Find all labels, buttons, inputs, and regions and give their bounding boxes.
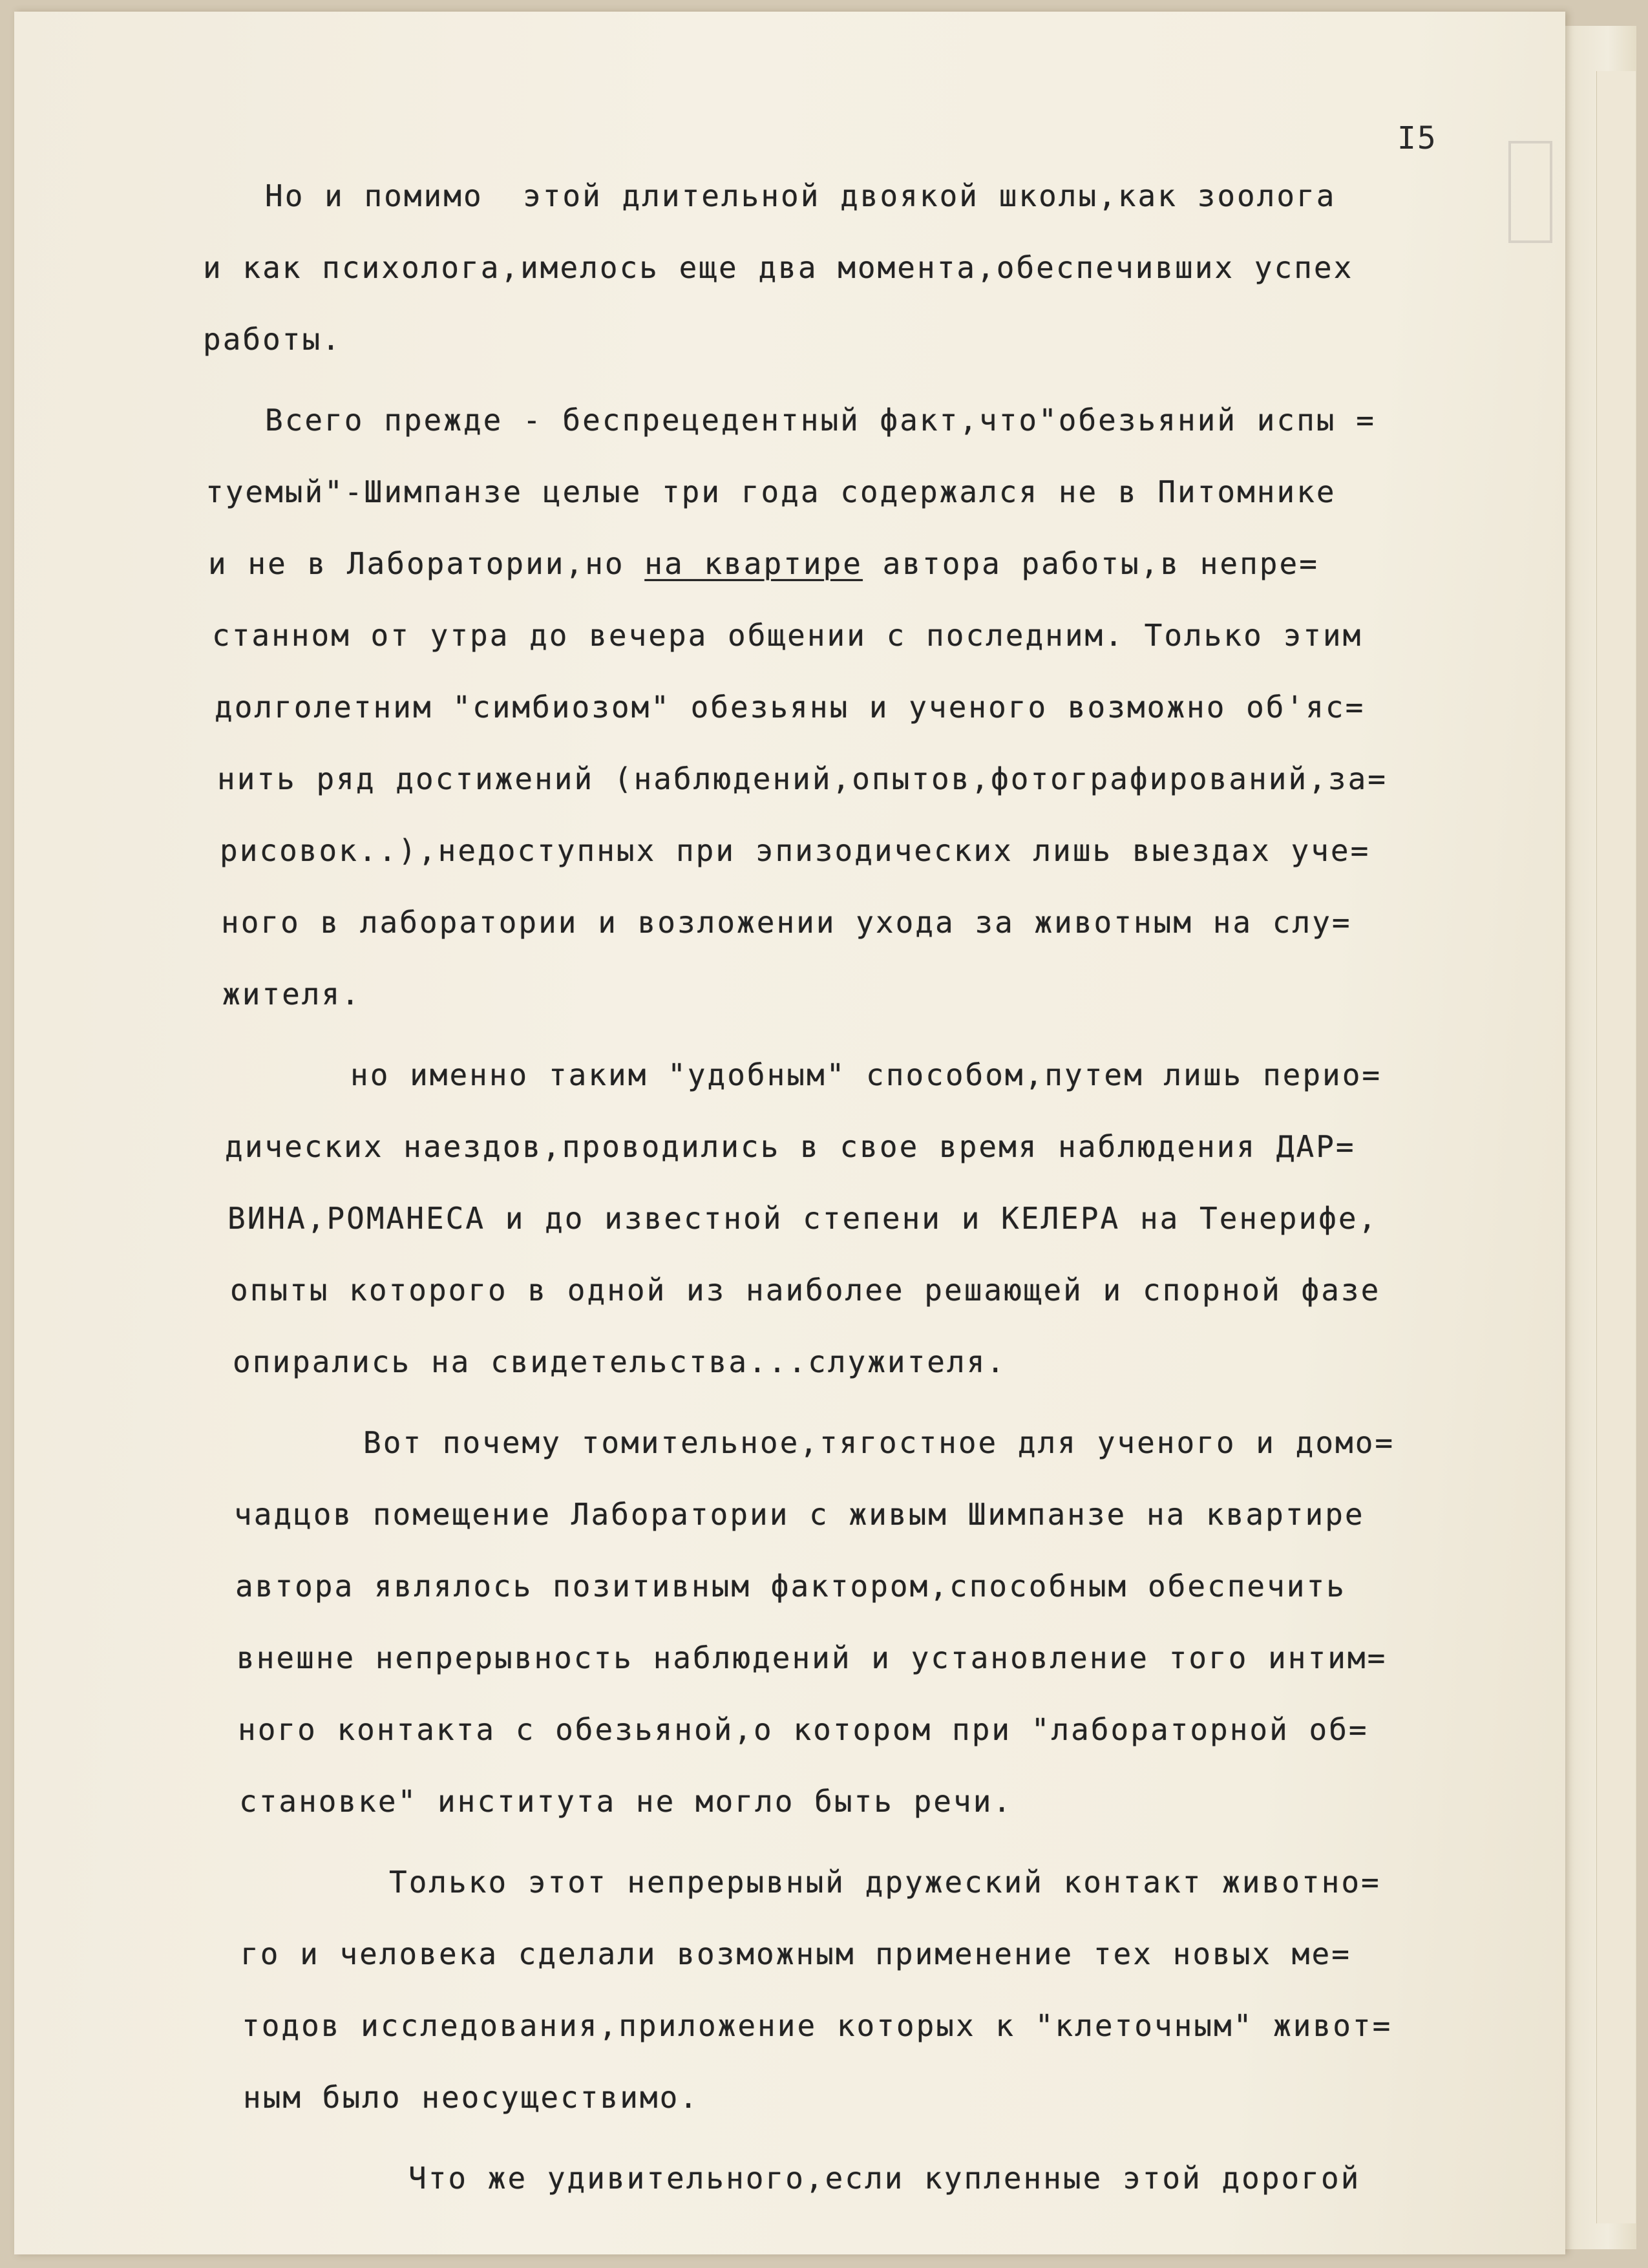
text-line: ным было неосуществимо. [243,2080,699,2115]
text-line: чадцов помещение Лаборатории с живым Шимпанзе на квартире [234,1497,1365,1532]
text-line: станном от утра до вечера общении с последним. Только этим [212,618,1363,653]
text-segment: и не в Лаборатории,но [208,546,645,581]
text-line: становке" института не могло быть речи. [239,1784,1013,1819]
text-line: ного контакта с обезьяной,о котором при "лабораторной об= [238,1712,1369,1747]
text-line: и как психолога,имелось еще два момента,обеспечивших успех [203,250,1354,285]
text-line: тодов исследования,приложение которых к "клеточным" живот= [242,2008,1393,2043]
text-line: Всего прежде - беспрецедентный факт,что"обезьяний испы = [265,403,1376,438]
text-line: работы. [203,322,342,357]
text-line: но именно таким "удобным" способом,путем лишь перио= [350,1057,1382,1092]
text-line: ВИНА,РОМАНЕСА и до известной степени и КЕЛЕРА на Тенерифе, [227,1201,1379,1236]
text-line [208,546,1319,581]
text-line: го и человека сделали возможным применение тех новых ме= [240,1936,1351,1971]
page-number: I5 [1397,120,1437,156]
text-line: Что же удивительного,если купленные этой дорогой [408,2161,1361,2196]
text-line: долголетним "симбиозом" обезьяны и ученого возможно об'яс= [215,690,1366,725]
underlying-sheet-edge [1596,71,1636,2223]
archive-stamp-mark [1508,141,1552,243]
text-line: Но и помимо этой длительной двоякой школы,как зоолога [265,178,1336,213]
text-line: дических наездов,проводились в свое время наблюдения ДАР= [225,1129,1356,1164]
text-line: Вот почему томительное,тягостное для ученого и домо= [363,1425,1395,1460]
text-line: опирались на свидетельства...служителя. [233,1344,1007,1379]
text-line: внешне непрерывность наблюдений и установление того интим= [237,1640,1388,1675]
text-line: автора являлось позитивным фактором,способным обеспечить [235,1569,1346,1604]
text-line: нить ряд достижений (наблюдений,опытов,фотографирований,за= [217,761,1388,796]
text-line: опыты которого в одной из наиболее решающей и спорной фазе [230,1273,1381,1308]
text-line: жителя. [222,977,361,1012]
text-line: ного в лаборатории и возложении ухода за животным на слу= [221,905,1352,940]
text-line: рисовок..),недоступных при эпизодических лишь выездах уче= [220,833,1371,868]
document-page [14,12,1565,2254]
text-line: туемый"-Шимпанзе целые три года содержался не в Питомнике [206,474,1336,509]
underlined-phrase: на квартире [644,546,863,581]
text-line: Только этот непрерывный дружеский контакт животно= [389,1865,1381,1900]
text-segment: автора работы,в непре= [862,546,1319,581]
